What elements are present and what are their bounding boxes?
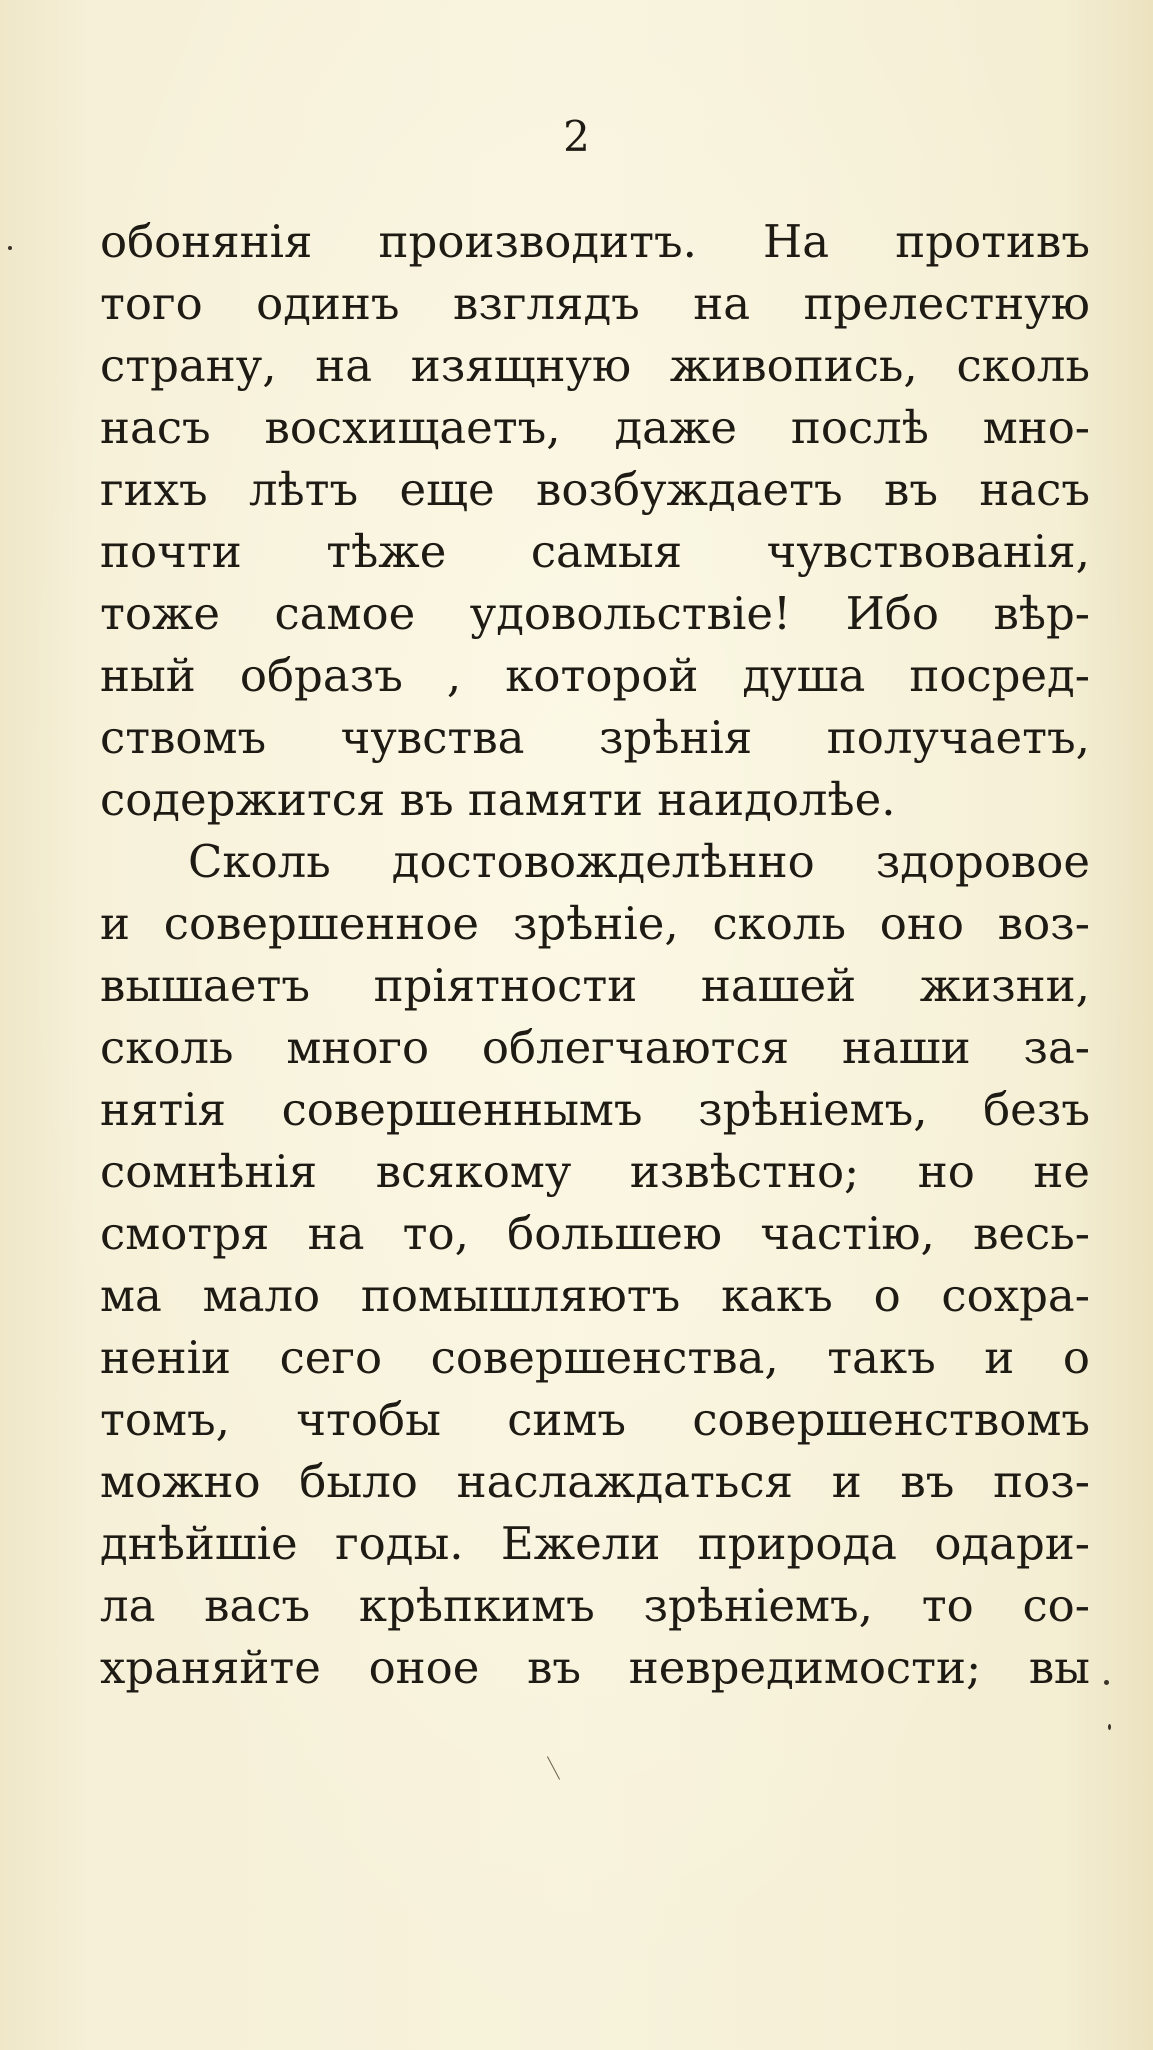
text-line: и совершенное зрѣніе, сколь оно воз- [100, 896, 1090, 950]
text-line: можно было наслаждаться и въ поз- [100, 1454, 1090, 1508]
body-text [100, 210, 1090, 1698]
text-line: содержится въ памяти наидолѣе. [100, 772, 896, 826]
text-line: сомнѣнія всякому извѣстно; но не [100, 1144, 1090, 1198]
text-line: ма мало помышляютъ какъ о сохра- [100, 1268, 1090, 1322]
text-line: гихъ лѣтъ еще возбуждаетъ въ насъ [100, 462, 1090, 516]
text-line: томъ, чтобы симъ совершенствомъ [100, 1392, 1090, 1446]
paper-speck [1108, 1724, 1111, 1730]
text-line: того одинъ взглядъ на прелестную [100, 276, 1090, 330]
text-line: Сколь достовожделѣнно здоровое [188, 834, 1090, 888]
paper-speck [1104, 1680, 1109, 1685]
text-line: храняйте оное въ невредимости; вы [100, 1640, 1090, 1694]
text-line: вышаетъ пріятности нашей жизни, [100, 958, 1090, 1012]
text-line: сколь много облегчаются наши за- [100, 1020, 1090, 1074]
text-line: ный образъ , которой душа посред- [100, 648, 1090, 702]
text-line: обонянія производитъ. На противъ [100, 214, 1090, 268]
text-line: днѣйшіе годы. Ежели природа одари- [100, 1516, 1090, 1570]
text-line: насъ восхищаетъ, даже послѣ мно- [100, 400, 1090, 454]
text-line: тоже самое удовольствіе! Ибо вѣр- [100, 586, 1090, 640]
text-line: неніи сего совершенства, такъ и о [100, 1330, 1090, 1384]
text-line: почти тѣже самыя чувствованія, [100, 524, 1090, 578]
text-line: нятія совершеннымъ зрѣніемъ, безъ [100, 1082, 1090, 1136]
text-line: ла васъ крѣпкимъ зрѣніемъ, то со- [100, 1578, 1090, 1632]
paper-scratch [547, 1756, 560, 1779]
paper-speck [8, 246, 12, 250]
text-line: смотря на то, большею частію, весь- [100, 1206, 1090, 1260]
page-number: 2 [563, 112, 590, 161]
text-line: ствомъ чувства зрѣнія получаетъ, [100, 710, 1090, 764]
text-line: страну, на изящную живопись, сколь [100, 338, 1090, 392]
